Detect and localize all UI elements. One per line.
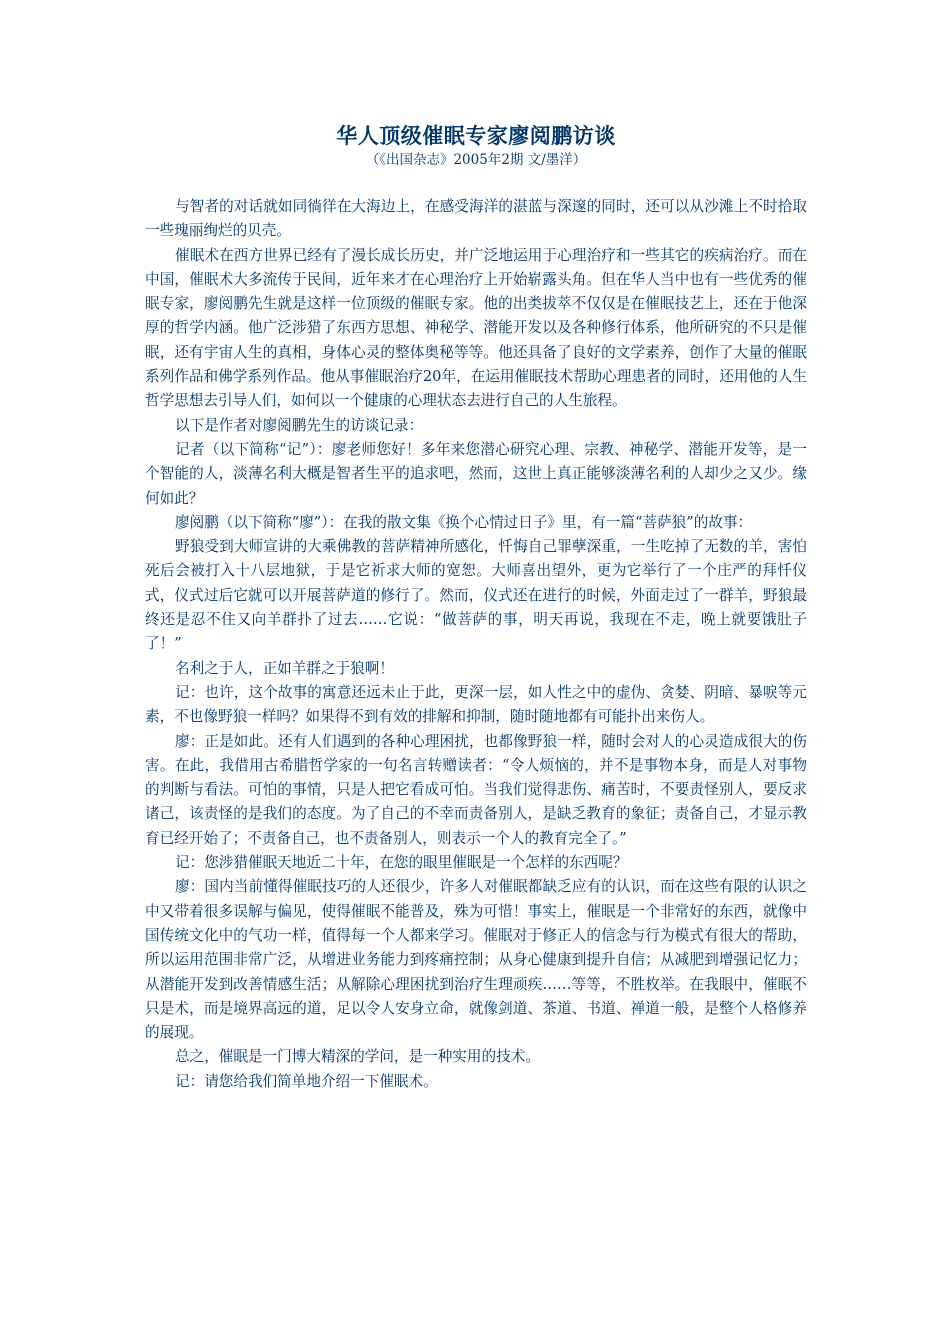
article-subtitle: （《出国杂志》2005年2期 文/墨洋） bbox=[365, 152, 587, 168]
paragraph: 与智者的对话就如同徜徉在大海边上，在感受海洋的湛蓝与深邃的同时，还可以从沙滩上不时拾取一些瑰丽绚烂的贝壳。 bbox=[145, 198, 807, 240]
paragraph: 催眠术在西方世界已经有了漫长成长历史，并广泛地运用于心理治疗和一些其它的疾病治疗。而在中国，催眠术大多流传于民间，近年来才在心理治疗上开始崭露头角。但在华人当中也有一些优秀的催眠专家，廖阅鹏先生就是这样一位顶级的催眠专家。他的出类拔萃不仅仅是在催眠技艺上，还在于他深厚的哲学内涵。他广泛涉猎了东西方思想、神秘学、潜能开发以及各种修行体系，他所研究的不只是催眠，还有宇宙人生的真相，身体心灵的整体奥秘等等。他还具备了良好的文学素养，创作了大量的催眠系列作品和佛学系列作品。他从事催眠治疗20年，在运用催眠技术帮助心理患者的同时，还用他的人生哲学思想去引导人们，如何以一个健康的心理状态去进行自己的人生旅程。 bbox=[145, 246, 807, 410]
paragraph: 记者（以下简称“记”）：廖老师您好！多年来您潜心研究心理、宗教、神秘学、潜能开发等，是一个智能的人，淡薄名利大概是智者生平的追求吧，然而，这世上真正能够淡薄名利的人却少之又少。缘何如此？ bbox=[145, 440, 807, 507]
paragraph: 廖阅鹏（以下简称“廖”）：在我的散文集《换个心情过日子》里，有一篇“菩萨狼”的故事： bbox=[175, 513, 753, 531]
paragraph: 总之，催眠是一门博大精深的学问，是一种实用的技术。 bbox=[175, 1048, 540, 1066]
paragraph: 廖：正是如此。还有人们遇到的各种心理困扰，也都像野狼一样，随时会对人的心灵造成很大的伤害。在此，我借用古希腊哲学家的一句名言转赠读者：“令人烦恼的，并不是事物本身，而是人对事物的判断与看法。可怕的事情，只是人把它看成可怕。当我们觉得悲伤、痛苦时，不要责怪别人，要反求诸己，该责怪的是我们的态度。为了自己的不幸而责备别人，是缺乏教育的象征；责备自己，才显示教育已经开始了；不责备自己，也不责备别人，则表示一个人的教育完全了。” bbox=[145, 732, 807, 847]
paragraph: 名利之于人，正如羊群之于狼啊！ bbox=[175, 659, 394, 677]
paragraph: 记：您涉猎催眠天地近二十年，在您的眼里催眠是一个怎样的东西呢？ bbox=[175, 854, 628, 872]
article-title: 华人顶级催眠专家廖阅鹏访谈 bbox=[336, 124, 616, 148]
paragraph: 廖：国内当前懂得催眠技巧的人还很少，许多人对催眠都缺乏应有的认识，而在这些有限的认识之中又带着很多误解与偏见，使得催眠不能普及，殊为可惜！事实上，催眠是一个非常好的东西，就像中国传统文化中的气功一样，值得每一个人都来学习。催眠对于修正人的信念与行为模式有很大的帮助，所以运用范围非常广泛，从增进业务能力到疼痛控制；从身心健康到提升自信；从减肥到增强记忆力；从潜能开发到改善情感生活；从解除心理困扰到治疗生理顽疾……等等，不胜枚举。在我眼中，催眠不只是术，而是境界高远的道，足以令人安身立命，就像剑道、茶道、书道、禅道一般，是整个人格修养的展现。 bbox=[145, 878, 807, 1042]
paragraph: 以下是作者对廖阅鹏先生的访谈记录： bbox=[175, 416, 424, 434]
document-page bbox=[145, 122, 807, 1094]
paragraph: 记：也许，这个故事的寓意还远未止于此，更深一层，如人性之中的虚伪、贪婪、阴暗、暴唳等元素，不也像野狼一样吗？如果得不到有效的排解和抑制，随时随地都有可能扑出来伤人。 bbox=[145, 683, 807, 726]
paragraph: 记：请您给我们简单地介绍一下催眠术。 bbox=[175, 1072, 438, 1090]
article-body bbox=[145, 195, 807, 1094]
paragraph: 野狼受到大师宣讲的大乘佛教的菩萨精神所感化，忏悔自己罪孽深重，一生吃掉了无数的羊，害怕死后会被打入十八层地狱，于是它祈求大师的宽恕。大师喜出望外，更为它举行了一个庄严的拜忏仪式，仪式过后它就可以开展菩萨道的修行了。然而，仪式还在进行的时候，外面走过了一群羊，野狼最终还是忍不住又向羊群扑了过去……它说：“做菩萨的事，明天再说，我现在不走，晚上就要饿肚子了！” bbox=[145, 538, 807, 653]
